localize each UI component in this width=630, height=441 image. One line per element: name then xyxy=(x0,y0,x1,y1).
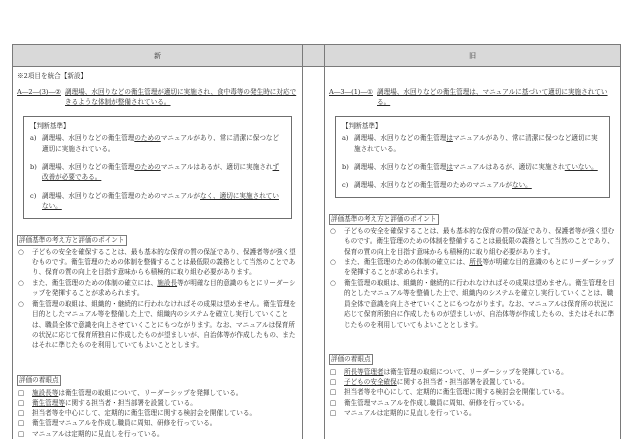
criteria-label: a) xyxy=(342,134,349,143)
old-criteria-item xyxy=(342,133,603,154)
criteria-text: 調理場、水回りなどの衛生管理のためのマニュアルがなく、適切に実施されていない。 xyxy=(42,191,279,211)
criteria-text: 調理場、水回りなどの衛生管理のためのマニュアルがあり、常に清潔に保つなど適切に実施されている。 xyxy=(42,134,280,153)
new-viewpoint-item: □ マニュアルは定期的に見直しを行っている。 xyxy=(18,429,164,438)
checkbox-icon: □ xyxy=(18,388,25,397)
criteria-text: 調理場、水回りなどの衛生管理はマニュアルはあるが、適切に実施されていない。 xyxy=(354,163,598,172)
new-point-bullet: ○ また、衛生管理のための体制の確立には、施設長等が明確な目的意識のもとにリーダーシップを発揮することが求められます。 xyxy=(18,278,296,298)
circle-bullet-icon: ○ xyxy=(18,278,24,287)
criteria-label: c) xyxy=(30,191,37,200)
new-point-bullet: ○ 子どもの安全を確保することは、最も基本的な保育の質の保証であり、保護者等が強く望むものです。衛生管理のための体制を整備することは最低限の義務として当然のことであり、保育の質の向上を目指す意味からも積極的に取り組む必要があります。 xyxy=(18,247,296,277)
old-criteria-box xyxy=(335,116,610,198)
checkbox-icon: □ xyxy=(18,429,25,438)
old-heading xyxy=(329,87,616,108)
new-heading xyxy=(17,87,298,108)
checkbox-icon: □ xyxy=(18,398,25,407)
comparison-table xyxy=(12,44,621,439)
circle-bullet-icon: ○ xyxy=(18,247,24,256)
new-note: ※2項目を統合【新設】 xyxy=(17,72,88,80)
criteria-label: b) xyxy=(30,163,37,172)
old-heading-text: 調理場、水回りなどの衛生管理は、マニュアルに基づいて適切に実施されている。 xyxy=(377,88,608,107)
header-mid xyxy=(303,45,325,67)
checkbox-icon: □ xyxy=(330,388,337,397)
checkbox-icon: □ xyxy=(330,378,337,387)
old-viewpoint-item: □ 担当者等を中心にして、定期的に衛生管理に関する検討会を開催している。 xyxy=(330,388,569,397)
checkbox-icon: □ xyxy=(330,398,337,407)
new-point-bullet: ○ 衛生管理の取組は、組織的・継続的に行われなければその成果は望めません。衛生管理を目的としたマニュアル等を整備した上で、組織内のシステムを確立し実行していくことは、職員全体で意識を向上させていくことにもつながります。なお、マニュアルは保育所の状況に応じて保育所独自に作成したものが望ましいが、自治体等が作成したもの、またはそれに準じたものを利用していてもよいこととします。 xyxy=(18,299,297,350)
old-criteria-item xyxy=(342,162,603,172)
old-viewpoints-label: 評価の着眼点 xyxy=(331,354,371,363)
old-column xyxy=(325,67,621,439)
new-viewpoint-item: □ 衛生管理等に関する担当者・担当部署を設置している。 xyxy=(18,398,197,407)
criteria-label: a) xyxy=(30,134,37,143)
old-viewpoint-item: □ 子どもの安全確保に関する担当者・担当部署を設置している。 xyxy=(330,378,529,387)
new-criteria-title: 【判断基準】 xyxy=(30,121,70,130)
new-viewpoints-list xyxy=(17,388,298,439)
new-viewpoint-item: □ 衛生管理マニュアルを作成し職員に周知、研修を行っている。 xyxy=(18,419,217,428)
criteria-text: 調理場、水回りなどの衛生管理のためのマニュアルはあるが、適切に実施されず改善が必要である。 xyxy=(42,163,280,182)
old-viewpoint-item: □ 所長等管理者は衛生管理の取組について、リーダーシップを発揮している。 xyxy=(330,367,568,376)
circle-bullet-icon: ○ xyxy=(330,258,336,267)
new-heading-code: A―2―(3)―② xyxy=(17,88,61,96)
old-point-bullet: ○ また、衛生管理のための体制の確立には、所長等が明確な目的意識のもとにリーダーシップを発揮することが求められます。 xyxy=(330,258,615,277)
criteria-label: b) xyxy=(342,163,349,172)
new-viewpoints-label: 評価の着眼点 xyxy=(19,375,59,384)
checkbox-icon: □ xyxy=(18,409,25,418)
header-new: 新 xyxy=(13,45,303,67)
new-viewpoint-item: □ 施設長等は衛生管理の取組について、リーダーシップを発揮している。 xyxy=(18,388,243,397)
circle-bullet-icon: ○ xyxy=(330,278,336,287)
criteria-label: c) xyxy=(342,181,349,190)
criteria-text: 調理場、水回りなどの衛生管理のためのマニュアルがない。 xyxy=(354,181,532,190)
old-points-label: 評価基準の考え方と評価のポイント xyxy=(331,214,437,223)
header-old: 旧 xyxy=(325,45,621,67)
old-criteria-title: 【判断基準】 xyxy=(342,121,382,130)
new-points-label: 評価基準の考え方と評価のポイント xyxy=(19,235,125,244)
circle-bullet-icon: ○ xyxy=(18,299,24,308)
checkbox-icon: □ xyxy=(18,419,25,428)
checkbox-icon: □ xyxy=(330,408,337,417)
new-criteria-box xyxy=(23,116,292,219)
new-criteria-item xyxy=(30,162,285,183)
old-viewpoint-item: □ マニュアルは定期的に見直しを行っている。 xyxy=(330,408,476,417)
new-criteria-item xyxy=(30,191,285,212)
old-criteria-item xyxy=(342,180,603,190)
old-point-bullet: ○ 衛生管理の取組は、組織的・継続的に行われなければその成果は望めません。衛生管理を目的としたマニュアル等を整備した上で、組織内のシステムを確立し実行していくことは、職員全体で意識を向上させていくことにもつながります。なお、マニュアルは保育所の状況に応じて保育所独自に作成したものが望ましいが、自治体等が作成したもの、またはそれに準じたものを利用していてもよいこととします。 xyxy=(330,278,615,329)
old-viewpoints-list xyxy=(329,367,616,418)
old-point-bullet: ○ 子どもの安全を確保することは、最も基本的な保育の質の保証であり、保護者等が強く望むものです。衛生管理のための体制を整備することは最低限の義務として当然のことであり、保育の質の向上を目指す意味からも積極的に取り組む必要があります。 xyxy=(330,226,615,256)
checkbox-icon: □ xyxy=(330,367,337,376)
criteria-text: 調理場、水回りなどの衛生管理はマニュアルがあり、常に清潔に保つなど適切に実施されている。 xyxy=(354,134,598,153)
mid-column xyxy=(303,67,325,439)
circle-bullet-icon: ○ xyxy=(330,226,336,235)
new-heading-text: 調理場、水回りなどの衛生管理が適切に実施され、食中毒等の発生時に対応できるような体制が整備されている。 xyxy=(65,88,297,107)
new-criteria-item xyxy=(30,133,285,154)
new-column xyxy=(13,67,303,439)
comparison-document xyxy=(12,44,620,439)
old-heading-code: A―3―(1)―① xyxy=(329,88,373,96)
old-viewpoint-item: □ 衛生管理マニュアルを作成し職員に周知、研修を行っている。 xyxy=(330,398,529,407)
new-viewpoint-item: □ 担当者等を中心にして、定期的に衛生管理に関する検討会を開催している。 xyxy=(18,409,257,418)
